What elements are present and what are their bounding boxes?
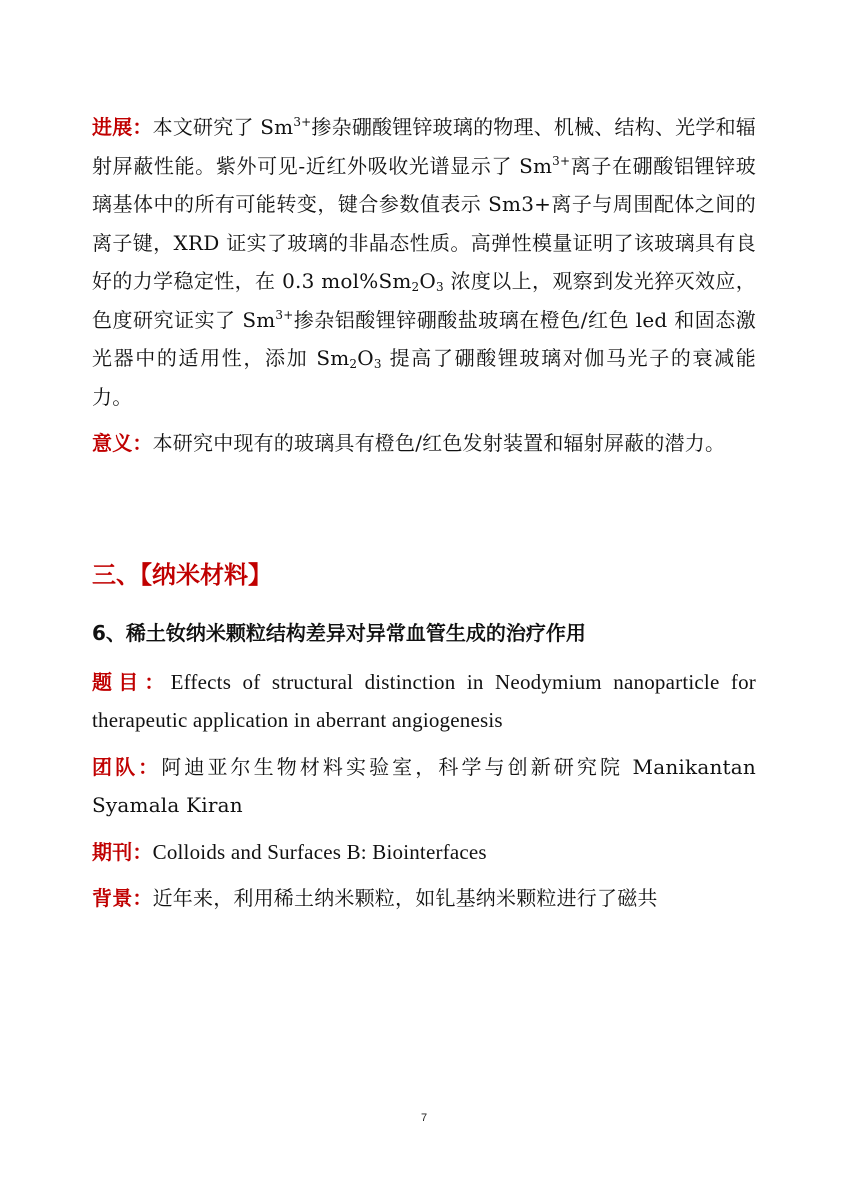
progress-text-6: 掺杂铝酸锂锌硼酸盐玻璃在橙色/红色 led 和固态激光器中的适用性，添加 Sm: [92, 307, 756, 370]
team-paragraph: [92, 748, 756, 825]
progress-text-1: 本文研究了 Sm: [152, 115, 294, 139]
page-number: 7: [420, 1112, 428, 1124]
progress-paragraph: [92, 108, 756, 416]
superscript: 3+: [275, 307, 294, 322]
significance-label: 意义：: [92, 431, 153, 455]
progress-text-7: O: [357, 346, 374, 370]
subscript: 3: [373, 357, 382, 371]
team-text: 阿迪亚尔生物材料实验室，科学与创新研究院 Manikantan Syamala Kiran: [92, 754, 756, 817]
journal-label: 期刊：: [92, 839, 153, 864]
progress-text-5: 浓度以上，观察到发光猝灭效应，色度研究证实了 Sm: [92, 269, 757, 332]
progress-text-8: 提高了硼酸锂玻璃对伽马光子的衰减能力。: [92, 346, 756, 409]
background-text: 近年来，利用稀土纳米颗粒，如钆基纳米颗粒进行了磁共: [152, 886, 658, 910]
page-content: [92, 108, 756, 926]
title-label: 题目：: [92, 669, 171, 694]
section-title: 三、【纳米材料】: [92, 560, 272, 589]
title-text: Effects of structural distinction in Neodymium nanoparticle for therapeutic application in aberrant angiogenesis: [92, 669, 756, 732]
journal-paragraph: [92, 833, 756, 872]
article-heading: 6、稀土钕纳米颗粒结构差异对异常血管生成的治疗作用: [92, 620, 586, 645]
significance-paragraph: [92, 424, 756, 463]
subscript: 2: [349, 357, 358, 371]
team-label: 团队：: [92, 754, 162, 779]
article-title-paragraph: [92, 663, 756, 740]
superscript: 3+: [552, 153, 571, 168]
subscript: 3: [435, 280, 444, 294]
progress-label: 进展：: [92, 115, 153, 139]
progress-text-4: O: [419, 269, 436, 293]
progress-text-2: 掺杂硼酸锂锌玻璃的物理、机械、结构、光学和辐射屏蔽性能。紫外可见-近红外吸收光谱显示了 Sm: [92, 115, 757, 178]
superscript: 3+: [293, 115, 312, 129]
progress-text-3: 离子在硼酸铝锂锌玻璃基体中的所有可能转变，键合参数值表示 Sm3+离子与周围配体之间的离子键，XRD 证实了玻璃的非晶态性质。高弹性模量证明了该玻璃具有良好的力学稳定性，在 0.3 mol%Sm: [92, 153, 756, 293]
background-label: 背景：: [92, 886, 153, 910]
background-paragraph: [92, 879, 756, 918]
significance-text: 本研究中现有的玻璃具有橙色/红色发射装置和辐射屏蔽的潜力。: [152, 431, 726, 455]
journal-text: Colloids and Surfaces B: Biointerfaces: [152, 839, 487, 864]
subscript: 2: [411, 280, 420, 294]
